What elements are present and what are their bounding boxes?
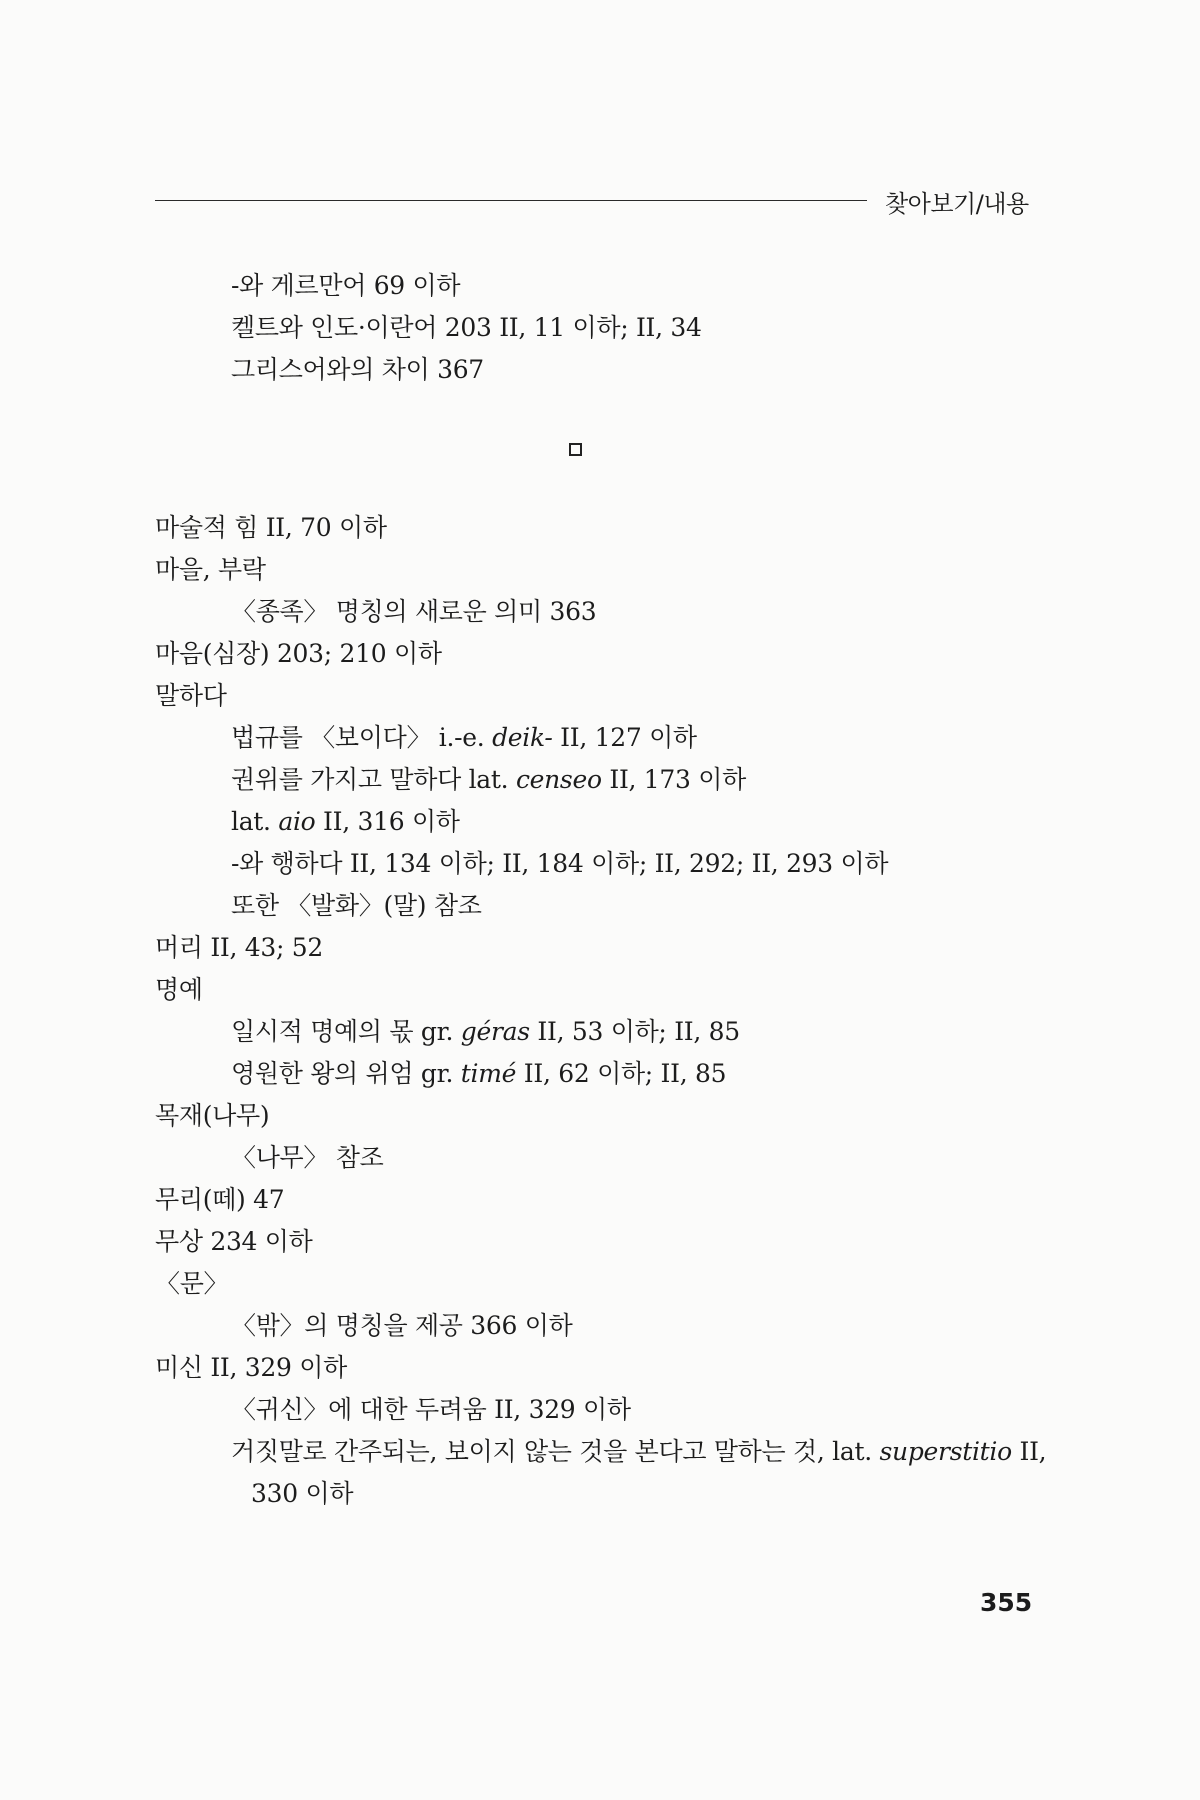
index-subentry: [155, 1011, 1055, 1053]
index-subentry: [155, 1053, 1055, 1095]
index-text: 또한 〈발화〉(말) 참조: [231, 891, 482, 920]
page-number: 355: [980, 1588, 1033, 1617]
index-text: lat.: [231, 807, 279, 836]
index-heading: [155, 1263, 1055, 1305]
index-heading: [155, 633, 1055, 675]
index-text: 마술적 힘 II, 70 이하: [155, 513, 387, 542]
index-text: 〈밖〉의 명칭을 제공 366 이하: [231, 1311, 573, 1340]
index-text: 명예: [155, 975, 203, 1004]
index-subentry: [155, 759, 1055, 801]
index-text: 무상 234 이하: [155, 1227, 313, 1256]
running-head: 찾아보기/내용: [885, 190, 1029, 218]
index-heading: [155, 1179, 1055, 1221]
index-text: 머리 II, 43; 52: [155, 933, 323, 962]
index-text: 미신 II, 329 이하: [155, 1353, 347, 1382]
index-text: II, 316 이하: [315, 807, 460, 836]
index-text: 권위를 가지고 말하다 lat.: [231, 765, 516, 794]
index-subentry: [155, 885, 1055, 927]
index-entries-after: [155, 507, 1055, 1515]
index-column: [155, 265, 1055, 1515]
index-text: 〈문〉: [155, 1269, 229, 1298]
index-text: 마을, 부락: [155, 555, 266, 584]
index-text: 거짓말로 간주되는, 보이지 않는 것을 본다고 말하는 것, lat.: [231, 1437, 880, 1466]
index-text: 그리스어와의 차이 367: [231, 355, 484, 384]
section-mark: [155, 391, 1055, 507]
index-text: 〈나무〉 참조: [231, 1143, 384, 1172]
index-foreign-term: aio: [278, 807, 316, 836]
header-rule: [155, 200, 867, 201]
index-text: 무리(떼) 47: [155, 1185, 285, 1214]
index-subentry: [155, 843, 1055, 885]
index-subentry: [155, 801, 1055, 843]
index-text: 마음(심장) 203; 210 이하: [155, 639, 442, 668]
index-subentry: [155, 1389, 1055, 1431]
index-text: II, 62 이하; II, 85: [516, 1059, 727, 1088]
index-subentry: [155, 265, 1055, 307]
index-text: II,: [1011, 1437, 1047, 1466]
index-text: 〈귀신〉에 대한 두려움 II, 329 이하: [231, 1395, 631, 1424]
index-text: II, 173 이하: [601, 765, 746, 794]
index-subentry: [155, 349, 1055, 391]
index-subentry: [155, 1137, 1055, 1179]
index-text: 330 이하: [251, 1479, 354, 1508]
index-heading: [155, 1221, 1055, 1263]
index-heading: [155, 1095, 1055, 1137]
index-text: 일시적 명예의 몫 gr.: [231, 1017, 461, 1046]
index-heading: [155, 1347, 1055, 1389]
index-subentry: [155, 307, 1055, 349]
index-foreign-term: géras: [460, 1017, 530, 1046]
index-text: -와 게르만어 69 이하: [231, 271, 461, 300]
index-foreign-term: censeo: [515, 765, 602, 794]
index-foreign-term: superstitio: [879, 1437, 1012, 1466]
index-subentry: [155, 717, 1055, 759]
index-text: 〈종족〉 명칭의 새로운 의미 363: [231, 597, 597, 626]
index-heading: [155, 507, 1055, 549]
index-text: II, 53 이하; II, 85: [529, 1017, 740, 1046]
index-subentry: [155, 591, 1055, 633]
index-text: II, 127 이하: [552, 723, 697, 752]
index-subentry: [155, 1473, 1055, 1515]
index-heading: [155, 969, 1055, 1011]
index-heading: [155, 927, 1055, 969]
index-text: -와 행하다 II, 134 이하; II, 184 이하; II, 292; II, 293 이하: [231, 849, 889, 878]
index-heading: [155, 675, 1055, 717]
index-text: 켈트와 인도·이란어 203 II, 11 이하; II, 34: [231, 313, 702, 342]
index-subentry: [155, 1305, 1055, 1347]
index-subentry: [155, 1431, 1055, 1473]
index-text: 목재(나무): [155, 1101, 270, 1130]
index-foreign-term: deik-: [492, 723, 553, 752]
index-text: 법규를 〈보이다〉 i.-e.: [231, 723, 493, 752]
index-text: 영원한 왕의 위엄 gr.: [231, 1059, 461, 1088]
index-heading: [155, 549, 1055, 591]
section-mark-square-icon: [569, 443, 582, 456]
index-text: 말하다: [155, 681, 227, 710]
index-foreign-term: timé: [460, 1059, 517, 1088]
index-entries-before: [155, 265, 1055, 391]
